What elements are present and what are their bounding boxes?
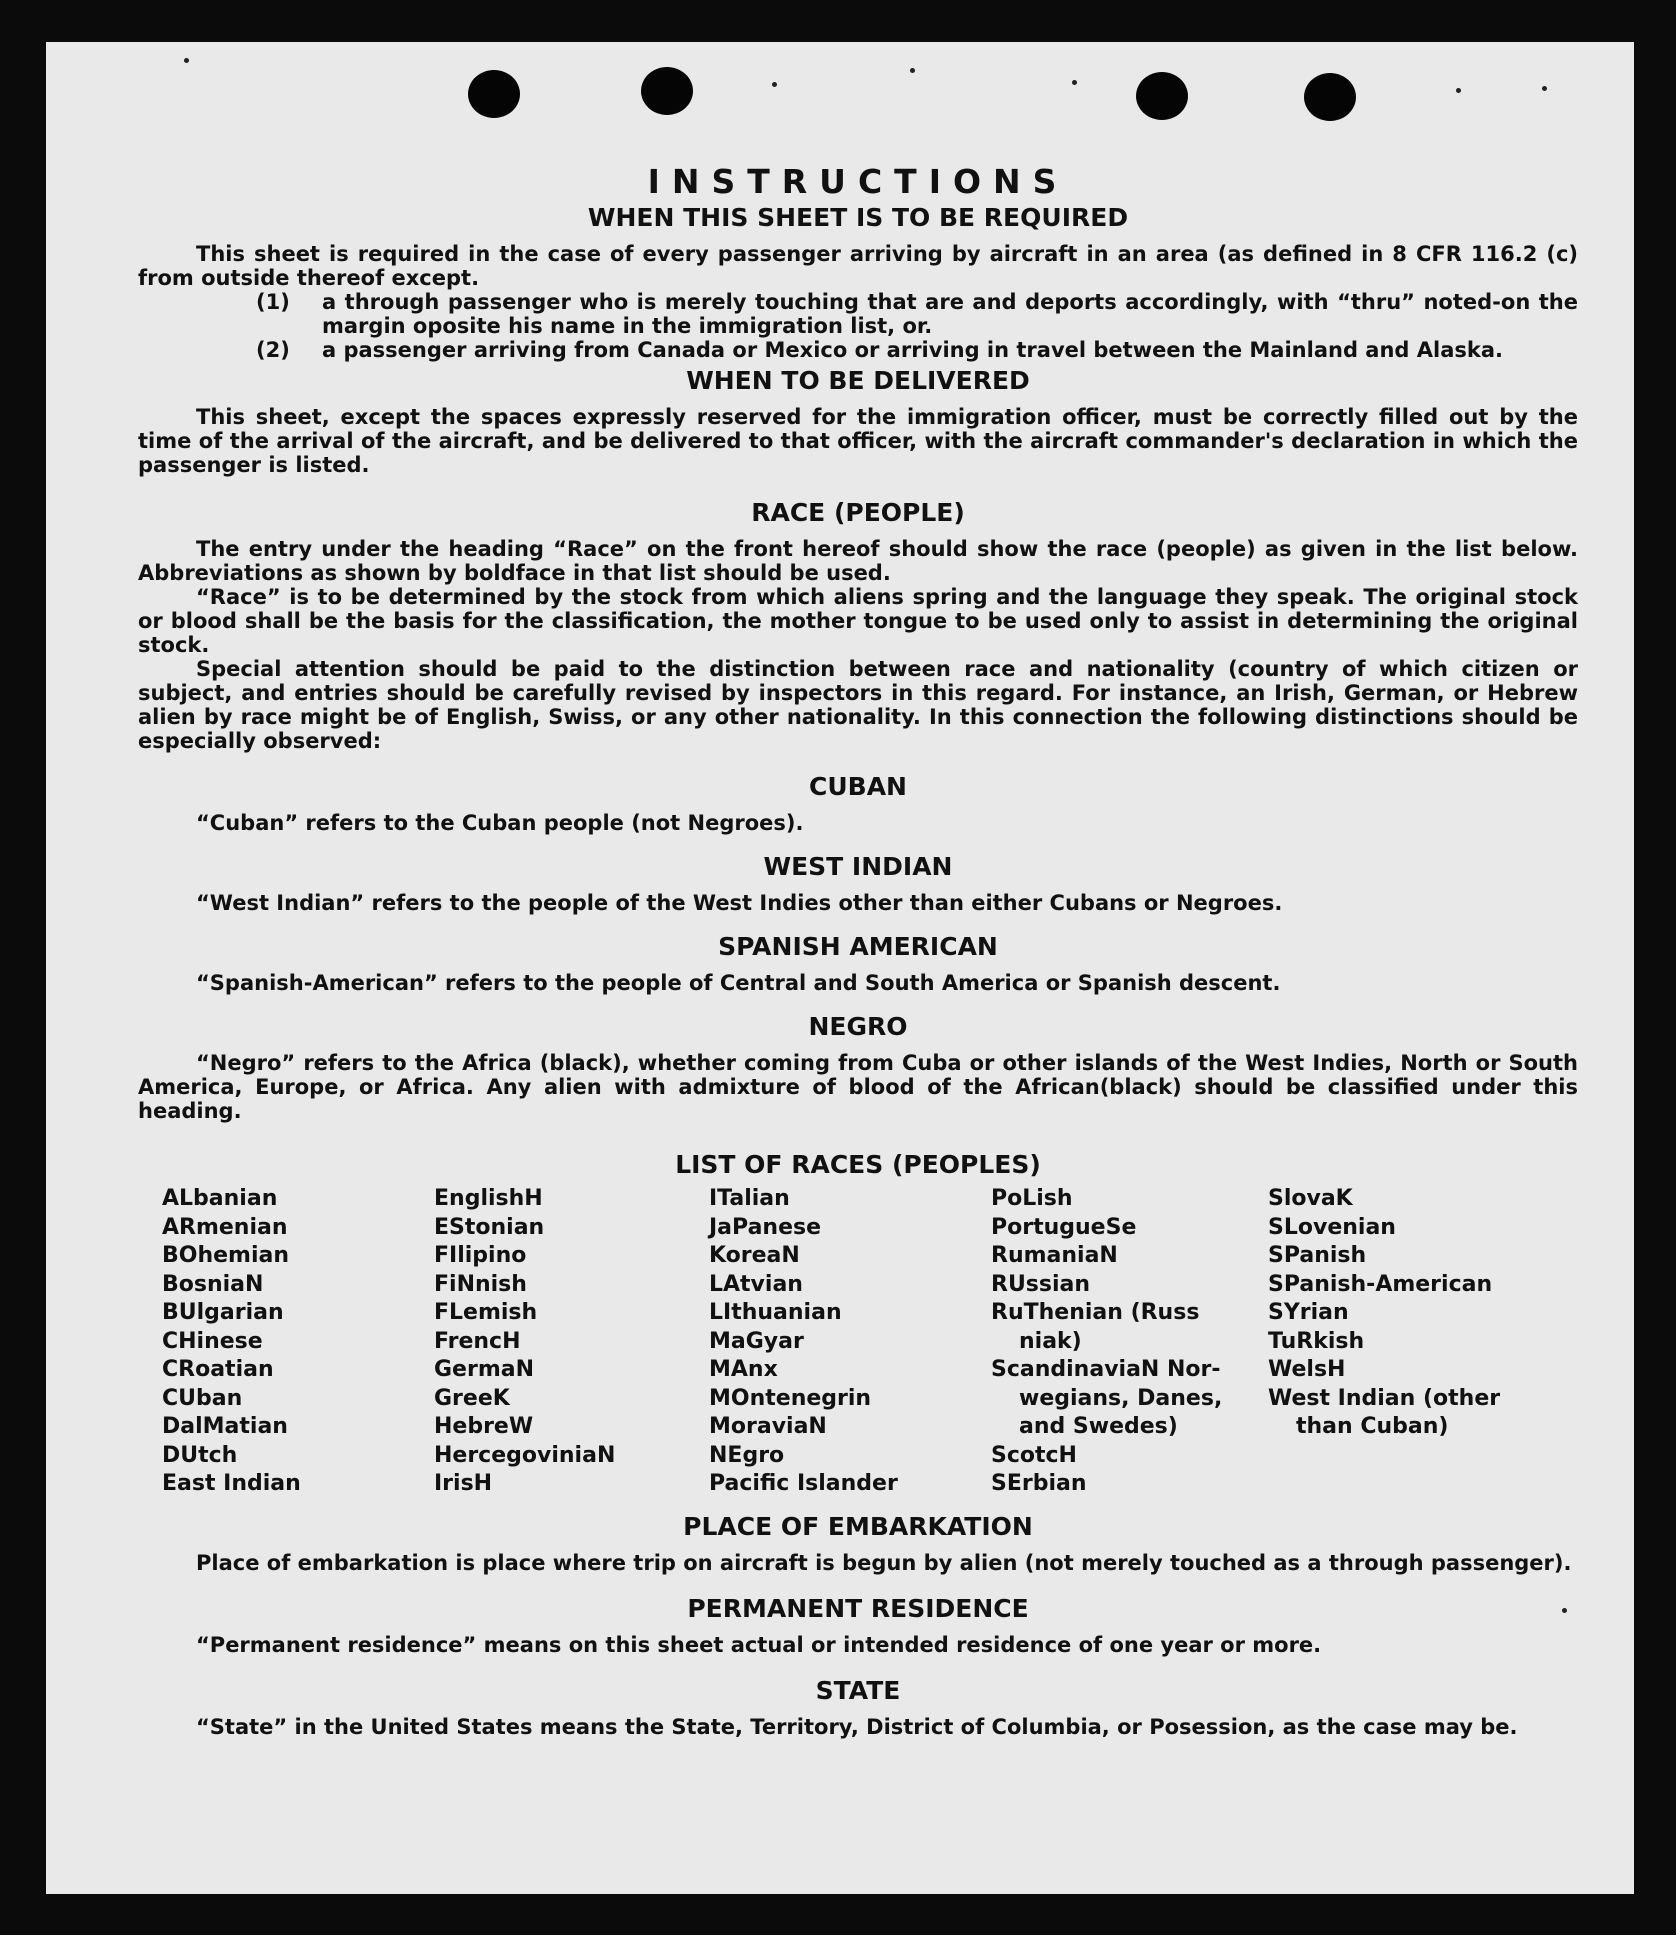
paragraph: “Cuban” refers to the Cuban people (not Negroes). [196, 811, 804, 835]
paragraph: This sheet is required in the case of every passenger arriving by aircraft in an area (as defined in 8 CFR 116.2 (c) from outside thereof except. [138, 242, 1578, 290]
race-item: RuThenian (Russ [991, 1300, 1200, 1325]
race-item: JaPanese [709, 1214, 822, 1240]
race-item: MaGyar [709, 1328, 804, 1354]
section-heading: LIST OF RACES (PEOPLES) [675, 1150, 1041, 1179]
punch-hole [641, 67, 693, 115]
section-heading: WHEN THIS SHEET IS TO BE REQUIRED [587, 203, 1129, 232]
item-text: a passenger arriving from Canada or Mexico or arriving in travel between the Mainland and Alaska. [322, 338, 1503, 362]
item-text: a through passenger who is merely touching that are and deports accordingly, with “thru” noted-on the margin oposite his name in the immigration list, or. [322, 290, 1578, 338]
race-item: SPanish [1268, 1243, 1367, 1268]
race-item: HebreW [434, 1414, 534, 1439]
race-item: MoraviaN [709, 1414, 827, 1439]
paragraph: Place of embarkation is place where trip on aircraft is begun by alien (not merely touched as a through passenger). [196, 1550, 1572, 1575]
race-item: HercegoviniaN [434, 1442, 616, 1468]
race-item: TuRkish [1268, 1328, 1365, 1354]
section-heading: SPANISH AMERICAN [718, 932, 998, 961]
speck [772, 82, 777, 87]
race-column [991, 1185, 1268, 1499]
race-item-continued: niak) [1019, 1328, 1082, 1354]
paragraph: The entry under the heading “Race” on the front hereof should show the race (people) as given in the list below. Abbreviations as shown by boldface in that list should be used. [138, 537, 1578, 585]
race-item-continued: than Cuban) [1296, 1414, 1449, 1439]
paragraph: Special attention should be paid to the distinction between race and nationality (country of which citizen or subject, and entries should be carefully revised by inspectors in this regard. For instance, an Irish, German, or Hebrew alien by race might be of English, Swiss, or any other nationality. In this connection the following distinctions should be especially observed: [138, 657, 1578, 753]
race-item: SErbian [991, 1471, 1087, 1496]
race-item: ITalian [709, 1186, 790, 1211]
race-item: ALbanian [162, 1186, 278, 1211]
race-item: FrencH [434, 1328, 521, 1354]
section-heading: PERMANENT RESIDENCE [687, 1593, 1029, 1623]
speck [1072, 80, 1077, 85]
race-item: BUlgarian [162, 1300, 284, 1325]
race-item: FLemish [434, 1300, 538, 1325]
race-column [709, 1185, 991, 1499]
race-column [1268, 1185, 1518, 1499]
race-item: EStonian [434, 1214, 545, 1240]
race-item: SlovaK [1268, 1186, 1353, 1211]
section-heading: CUBAN [809, 772, 907, 801]
race-item: Pacific Islander [709, 1471, 898, 1496]
race-item-continued: wegians, Danes, [1019, 1385, 1223, 1411]
race-item: ScotcH [991, 1442, 1077, 1468]
document-page [46, 42, 1634, 1894]
race-item: KoreaN [709, 1243, 800, 1268]
race-item: LIthuanian [709, 1300, 842, 1325]
race-item: CUban [162, 1385, 243, 1411]
race-list [162, 1185, 1578, 1499]
section-heading: STATE [815, 1675, 901, 1705]
race-item: CRoatian [162, 1357, 274, 1382]
speck [1456, 88, 1461, 93]
paragraph: “Negro” refers to the Africa (black), whether coming from Cuba or other islands of the West Indies, North or South America, Europe, or Africa. Any alien with admixture of blood of the African(black) should be classified under this heading. [138, 1051, 1578, 1123]
page-title: INSTRUCTIONS [647, 162, 1069, 201]
race-item: DalMatian [162, 1414, 288, 1439]
speck [184, 58, 189, 63]
race-item-continued: and Swedes) [1019, 1414, 1178, 1439]
race-item: FiNnish [434, 1271, 527, 1297]
item-number: (1) [256, 290, 290, 314]
race-column [434, 1185, 709, 1499]
section-heading: WHEN TO BE DELIVERED [686, 366, 1030, 395]
paragraph: “State” in the United States means the State, Territory, District of Columbia, or Posession, as the case may be. [196, 1714, 1518, 1739]
race-item: DUtch [162, 1442, 238, 1468]
race-item: MOntenegrin [709, 1385, 872, 1411]
race-item: East Indian [162, 1471, 301, 1496]
punch-hole [468, 70, 520, 118]
race-item: BOhemian [162, 1243, 290, 1268]
race-item: PoLish [991, 1186, 1073, 1211]
race-item: PortugueSe [991, 1214, 1137, 1240]
race-item: WelsH [1268, 1357, 1346, 1382]
race-item: SYrian [1268, 1300, 1349, 1325]
race-item: CHinese [162, 1328, 263, 1354]
section-heading: RACE (PEOPLE) [751, 498, 965, 527]
race-column [162, 1185, 434, 1499]
race-item: RUssian [991, 1271, 1091, 1297]
paragraph: “Race” is to be determined by the stock from which aliens spring and the language they speak. The original stock or blood shall be the basis for the classification, the mother tongue to be used only to assist in determining the original stock. [138, 585, 1578, 657]
race-item: ARmenian [162, 1214, 288, 1240]
race-item: GreeK [434, 1385, 510, 1411]
speck [910, 68, 915, 73]
section-heading: PLACE OF EMBARKATION [683, 1511, 1033, 1541]
section-heading: WEST INDIAN [763, 852, 953, 881]
punch-hole [1304, 73, 1356, 121]
numbered-item [256, 290, 1578, 338]
item-number: (2) [256, 338, 290, 362]
race-item: SLovenian [1268, 1214, 1396, 1240]
numbered-item [256, 338, 1578, 362]
paragraph: “West Indian” refers to the people of the West Indies other than either Cubans or Negroes. [196, 891, 1283, 915]
race-item: SPanish-American [1268, 1271, 1493, 1297]
race-item: GermaN [434, 1357, 535, 1382]
speck [1542, 86, 1547, 91]
paragraph: “Permanent residence” means on this sheet actual or intended residence of one year or more. [196, 1632, 1322, 1657]
race-item: IrisH [434, 1471, 493, 1496]
race-item: EnglishH [434, 1186, 543, 1211]
paragraph: This sheet, except the spaces expressly reserved for the immigration officer, must be correctly filled out by the time of the arrival of the aircraft, and be delivered to that officer, with the aircraft commander's declaration in which the passenger is listed. [138, 405, 1578, 477]
paragraph: “Spanish-American” refers to the people of Central and South America or Spanish descent. [196, 971, 1281, 995]
race-item: MAnx [709, 1357, 778, 1382]
race-item: NEgro [709, 1442, 785, 1468]
race-item: ScandinaviaN Nor- [991, 1357, 1221, 1382]
punch-hole [1136, 72, 1188, 120]
instructions-body [138, 162, 1578, 1739]
race-item: LAtvian [709, 1271, 803, 1297]
race-item: FIlipino [434, 1243, 527, 1268]
race-item: BosniaN [162, 1271, 264, 1297]
race-item: RumaniaN [991, 1243, 1118, 1268]
section-heading: NEGRO [808, 1012, 908, 1041]
race-item: West Indian (other [1268, 1385, 1501, 1411]
